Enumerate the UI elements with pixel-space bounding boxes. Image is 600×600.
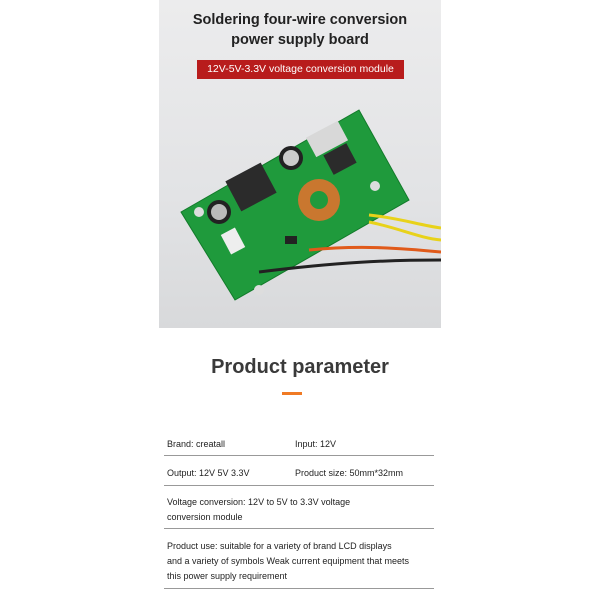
hero-title-line2: power supply board <box>231 32 369 48</box>
param-row-conversion <box>167 495 433 525</box>
param-row-output-size <box>167 466 433 481</box>
divider <box>164 588 434 589</box>
param-conversion-line2: conversion module <box>167 512 243 522</box>
param-output: Output: 12V 5V 3.3V <box>167 468 250 478</box>
param-conversion-line1: Voltage conversion: 12V to 5V to 3.3V voltage <box>167 497 351 507</box>
param-size: Product size: 50mm*32mm <box>295 468 404 478</box>
product-photo <box>159 0 441 328</box>
heading-accent-bar <box>282 392 302 395</box>
divider <box>164 485 434 486</box>
hero-banner: 12V-5V-3.3V voltage conversion module <box>197 60 404 79</box>
divider <box>164 528 434 529</box>
param-use-line1: Product use: suitable for a variety of brand LCD displays <box>167 541 392 551</box>
param-input: Input: 12V <box>295 439 337 449</box>
param-row-use <box>167 539 433 584</box>
section-heading: Product parameter <box>211 356 389 378</box>
param-brand: Brand: creatall <box>167 439 226 449</box>
hero-title-line1: Soldering four-wire conversion <box>192 12 408 28</box>
pcb-board-image <box>159 100 441 328</box>
param-use-line2: and a variety of symbols Weak current equipment that meets <box>167 556 409 566</box>
param-row-brand-input <box>167 437 433 452</box>
divider <box>164 455 434 456</box>
param-use-line3: this power supply requirement <box>167 571 288 581</box>
